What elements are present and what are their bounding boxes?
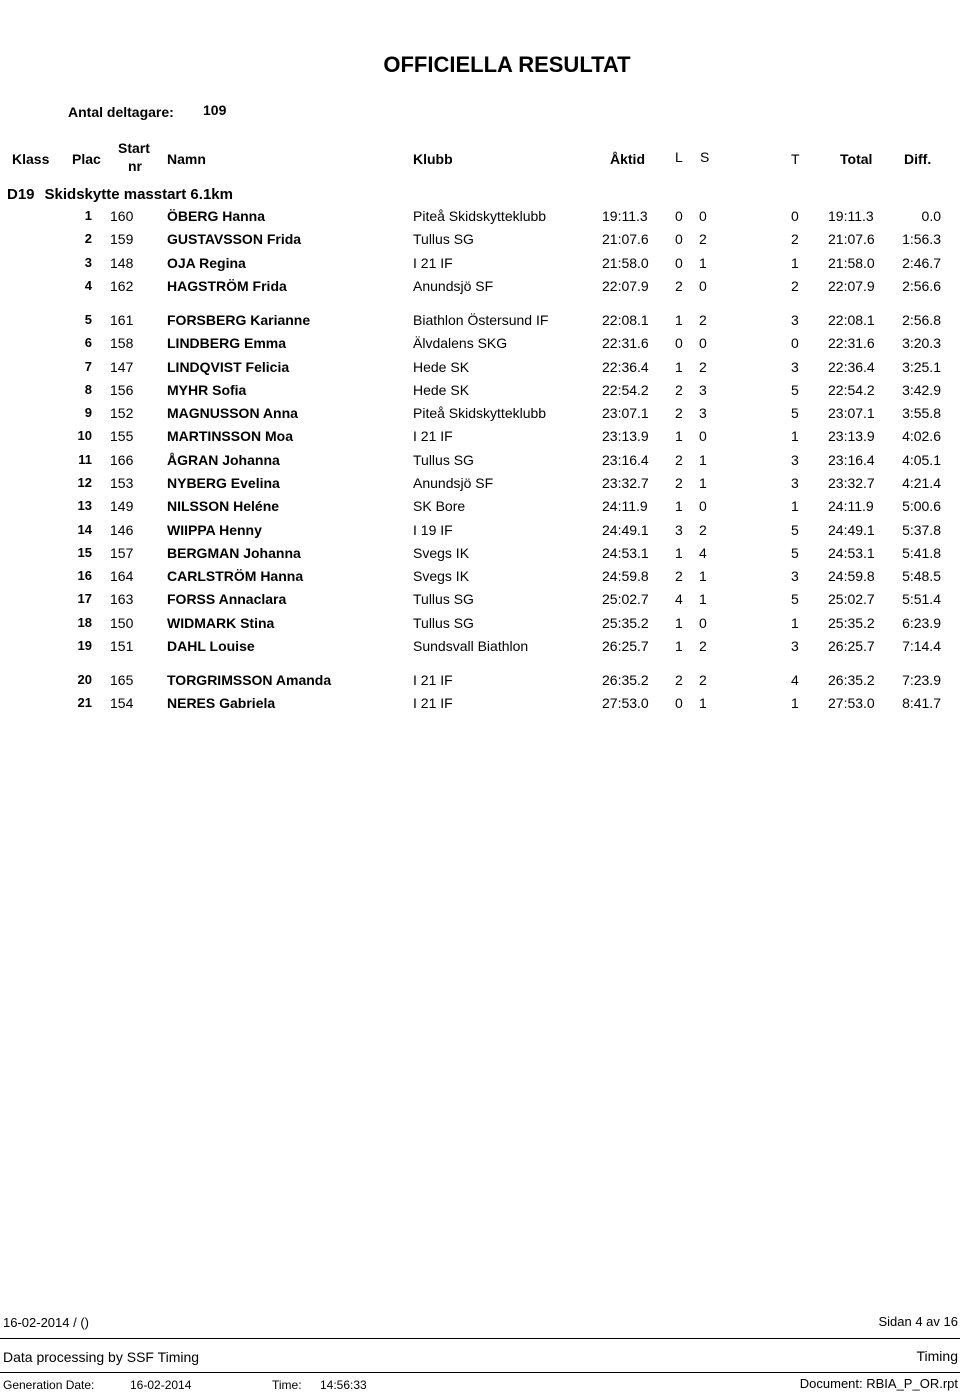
result-plac: 8 [84,382,92,397]
result-time: 24:49.1 [602,522,649,538]
class-name: Skidskytte masstart 6.1km [44,186,233,203]
result-l: 2 [675,382,683,398]
result-time: 22:54.2 [602,382,649,398]
result-start-nr: 150 [110,615,134,631]
result-plac: 11 [78,452,92,467]
result-total: 25:02.7 [828,591,875,607]
table-row [0,475,960,495]
result-total: 22:31.6 [828,335,875,351]
result-diff: 3:55.8 [902,405,941,421]
result-plac: 5 [84,312,92,327]
result-start-nr: 151 [110,638,134,654]
result-s: 0 [699,208,707,224]
result-total: 24:59.8 [828,568,875,584]
footer-processing: Data processing by SSF Timing [3,1349,200,1365]
result-start-nr: 149 [110,498,134,514]
result-plac: 13 [77,498,92,513]
result-s: 2 [699,359,707,375]
footer-document: Document: RBIA_P_OR.rpt [799,1376,958,1391]
result-time: 23:32.7 [602,475,649,491]
result-total: 24:53.1 [828,545,875,561]
result-start-nr: 148 [110,255,134,271]
col-klass: Klass [12,151,50,167]
result-l: 2 [675,452,683,468]
result-s: 3 [699,382,707,398]
col-t: T [791,151,800,167]
result-name: ÖBERG Hanna [167,208,266,224]
result-l: 2 [675,278,683,294]
class-code: D19 [7,186,35,203]
result-s: 1 [699,475,707,491]
result-s: 1 [699,695,707,711]
result-club: Tullus SG [413,231,474,247]
result-s: 1 [699,568,707,584]
result-diff: 0.0 [921,208,941,224]
result-s: 0 [699,428,707,444]
result-club: Tullus SG [413,591,474,607]
result-name: OJA Regina [167,255,246,271]
result-club: Tullus SG [413,452,474,468]
result-start-nr: 146 [110,522,134,538]
result-l: 1 [675,312,683,328]
result-t: 0 [791,335,799,351]
result-start-nr: 160 [110,208,134,224]
table-row [0,522,960,542]
result-time: 21:07.6 [602,231,649,247]
table-row [0,335,960,355]
result-diff: 5:48.5 [902,568,941,584]
result-total: 26:35.2 [828,672,875,688]
result-t: 5 [791,382,799,398]
result-s: 1 [699,255,707,271]
result-start-nr: 159 [110,231,134,247]
result-club: Hede SK [413,382,470,398]
result-l: 0 [675,255,683,271]
result-start-nr: 147 [110,359,134,375]
result-club: I 19 IF [413,522,453,538]
result-name: LINDQVIST Felicia [167,359,290,375]
table-row [0,405,960,425]
footer-date-line: 16-02-2014 / () [3,1315,89,1330]
result-name: ÅGRAN Johanna [167,452,280,468]
table-row [0,638,960,658]
result-name: GUSTAVSSON Frida [167,231,302,247]
result-time: 22:31.6 [602,335,649,351]
result-total: 23:32.7 [828,475,875,491]
result-club: SK Bore [413,498,466,514]
result-plac: 9 [84,405,92,420]
col-start: Start [118,140,150,156]
result-s: 4 [699,545,707,561]
result-t: 5 [791,545,799,561]
result-l: 0 [675,695,683,711]
result-name: BERGMAN Johanna [167,545,301,561]
result-time: 26:35.2 [602,672,649,688]
footer-generation-date: 16-02-2014 [130,1378,192,1392]
result-total: 22:54.2 [828,382,875,398]
result-total: 23:16.4 [828,452,875,468]
result-plac: 3 [84,255,92,270]
result-l: 2 [675,672,683,688]
result-name: DAHL Louise [167,638,255,654]
result-club: I 21 IF [413,672,453,688]
result-l: 4 [675,591,683,607]
result-start-nr: 155 [110,428,134,444]
result-name: WIDMARK Stina [167,615,275,631]
result-diff: 1:56.3 [902,231,941,247]
result-name: HAGSTRÖM Frida [167,278,287,294]
result-name: FORSS Annaclara [167,591,287,607]
result-start-nr: 158 [110,335,134,351]
result-t: 3 [791,359,799,375]
table-row [0,695,960,715]
result-l: 2 [675,568,683,584]
result-time: 25:02.7 [602,591,649,607]
result-plac: 16 [77,568,92,583]
result-t: 2 [791,278,799,294]
col-diff: Diff. [904,151,932,167]
result-club: I 21 IF [413,255,453,271]
result-plac: 6 [84,335,92,350]
table-row [0,452,960,472]
result-t: 5 [791,591,799,607]
result-total: 22:08.1 [828,312,875,328]
footer-time-label: Time: [272,1378,302,1392]
table-row [0,382,960,402]
result-name: MARTINSSON Moa [167,428,293,444]
result-name: NERES Gabriela [167,695,276,711]
result-l: 1 [675,638,683,654]
result-start-nr: 163 [110,591,134,607]
page-title: OFFICIELLA RESULTAT [383,52,631,77]
result-club: Svegs IK [413,545,470,561]
table-row [0,278,960,298]
result-total: 22:36.4 [828,359,875,375]
result-l: 2 [675,405,683,421]
result-t: 1 [791,498,799,514]
result-plac: 18 [77,615,92,630]
result-t: 3 [791,452,799,468]
result-name: TORGRIMSSON Amanda [167,672,332,688]
result-diff: 5:51.4 [902,591,941,607]
result-time: 22:08.1 [602,312,649,328]
table-row [0,255,960,275]
result-diff: 3:42.9 [902,382,941,398]
result-time: 24:53.1 [602,545,649,561]
result-time: 19:11.3 [602,208,648,224]
result-l: 0 [675,335,683,351]
result-total: 23:13.9 [828,428,875,444]
result-name: NILSSON Heléne [167,498,280,514]
result-s: 0 [699,498,707,514]
result-start-nr: 162 [110,278,134,294]
result-total: 21:58.0 [828,255,875,271]
result-name: FORSBERG Karianne [167,312,311,328]
result-start-nr: 164 [110,568,134,584]
result-plac: 21 [77,695,92,710]
result-s: 0 [699,615,707,631]
table-row [0,208,960,228]
result-diff: 7:23.9 [902,672,941,688]
table-row [0,591,960,611]
result-total: 27:53.0 [828,695,875,711]
result-total: 22:07.9 [828,278,875,294]
table-row [0,545,960,565]
result-l: 0 [675,231,683,247]
footer-rule-bottom [0,1372,960,1373]
result-l: 1 [675,428,683,444]
result-time: 23:13.9 [602,428,649,444]
result-total: 24:11.9 [828,498,874,514]
result-diff: 4:02.6 [902,428,941,444]
table-row [0,498,960,518]
result-t: 3 [791,638,799,654]
result-club: Tullus SG [413,615,474,631]
table-row [0,231,960,251]
table-row [0,359,960,379]
result-plac: 4 [84,278,92,293]
result-plac: 1 [84,208,92,223]
col-total: Total [840,151,873,167]
result-plac: 7 [84,359,92,374]
result-club: Piteå Skidskytteklubb [413,405,547,421]
result-time: 23:16.4 [602,452,649,468]
result-club: Svegs IK [413,568,470,584]
col-klubb: Klubb [413,151,453,167]
result-time: 25:35.2 [602,615,649,631]
result-name: CARLSTRÖM Hanna [167,568,304,584]
result-s: 1 [699,452,707,468]
result-club: Anundsjö SF [413,475,494,491]
participants-label: Antal deltagare: [68,104,174,120]
table-row [0,428,960,448]
result-start-nr: 152 [110,405,134,421]
result-total: 23:07.1 [828,405,875,421]
result-s: 2 [699,231,707,247]
table-row [0,312,960,332]
result-total: 26:25.7 [828,638,875,654]
result-plac: 15 [77,545,92,560]
result-total: 21:07.6 [828,231,875,247]
result-plac: 20 [77,672,92,687]
result-club: Biathlon Östersund IF [413,312,549,328]
result-plac: 17 [77,591,92,606]
table-row [0,568,960,588]
participants-count: 109 [203,102,227,118]
result-s: 2 [699,638,707,654]
result-t: 4 [791,672,799,688]
footer-rule-top [0,1338,960,1339]
result-club: I 21 IF [413,695,453,711]
result-time: 24:11.9 [602,498,648,514]
result-time: 22:07.9 [602,278,649,294]
result-plac: 12 [77,475,92,490]
result-name: LINDBERG Emma [167,335,287,351]
col-nr: nr [128,158,142,174]
footer-generation-label: Generation Date: [3,1378,95,1392]
result-diff: 2:46.7 [902,255,941,271]
result-t: 1 [791,615,799,631]
result-l: 2 [675,475,683,491]
result-diff: 5:41.8 [902,545,941,561]
result-t: 2 [791,231,799,247]
result-s: 0 [699,335,707,351]
result-start-nr: 165 [110,672,134,688]
result-club: Anundsjö SF [413,278,494,294]
col-plac: Plac [72,151,101,167]
footer-page: Sidan 4 av 16 [878,1314,958,1329]
result-diff: 2:56.8 [902,312,941,328]
result-diff: 3:20.3 [902,335,941,351]
result-name: NYBERG Evelina [167,475,280,491]
result-s: 0 [699,278,707,294]
result-club: Piteå Skidskytteklubb [413,208,547,224]
result-diff: 7:14.4 [902,638,941,654]
result-start-nr: 166 [110,452,134,468]
result-t: 5 [791,522,799,538]
result-diff: 2:56.6 [902,278,941,294]
result-diff: 4:21.4 [902,475,941,491]
result-s: 2 [699,312,707,328]
result-time: 21:58.0 [602,255,649,271]
result-club: Sundsvall Biathlon [413,638,529,654]
result-s: 2 [699,672,707,688]
result-club: Älvdalens SKG [413,335,508,351]
result-club: Hede SK [413,359,470,375]
result-l: 1 [675,498,683,514]
col-namn: Namn [167,151,206,167]
result-name: MYHR Sofia [167,382,247,398]
result-plac: 19 [77,638,92,653]
result-time: 22:36.4 [602,359,649,375]
result-t: 5 [791,405,799,421]
result-time: 26:25.7 [602,638,649,654]
result-name: WIIPPA Henny [167,522,262,538]
result-time: 27:53.0 [602,695,649,711]
result-s: 3 [699,405,707,421]
result-l: 1 [675,359,683,375]
result-s: 1 [699,591,707,607]
result-t: 3 [791,568,799,584]
result-t: 1 [791,428,799,444]
result-plac: 10 [77,428,92,443]
result-l: 1 [675,545,683,561]
result-plac: 14 [77,522,92,537]
result-diff: 5:00.6 [902,498,941,514]
result-t: 1 [791,255,799,271]
result-total: 24:49.1 [828,522,875,538]
result-diff: 3:25.1 [902,359,941,375]
result-diff: 5:37.8 [902,522,941,538]
result-t: 3 [791,475,799,491]
class-heading [7,186,233,203]
result-time: 24:59.8 [602,568,649,584]
result-diff: 4:05.1 [902,452,941,468]
result-t: 0 [791,208,799,224]
result-l: 3 [675,522,683,538]
table-row [0,672,960,692]
result-start-nr: 156 [110,382,134,398]
result-l: 0 [675,208,683,224]
result-s: 2 [699,522,707,538]
result-diff: 6:23.9 [902,615,941,631]
col-s: S [700,149,710,165]
result-name: MAGNUSSON Anna [167,405,298,421]
result-start-nr: 154 [110,695,134,711]
col-aktid: Åktid [610,151,645,167]
footer-time-value: 14:56:33 [320,1378,367,1392]
result-t: 1 [791,695,799,711]
footer-timing: Timing [916,1348,958,1364]
result-total: 19:11.3 [828,208,874,224]
result-plac: 2 [84,231,92,246]
result-l: 1 [675,615,683,631]
result-t: 3 [791,312,799,328]
result-total: 25:35.2 [828,615,875,631]
result-diff: 8:41.7 [902,695,941,711]
result-start-nr: 161 [110,312,134,328]
result-time: 23:07.1 [602,405,649,421]
result-start-nr: 157 [110,545,134,561]
col-l: L [675,149,683,165]
result-start-nr: 153 [110,475,134,491]
result-club: I 21 IF [413,428,453,444]
table-row [0,615,960,635]
